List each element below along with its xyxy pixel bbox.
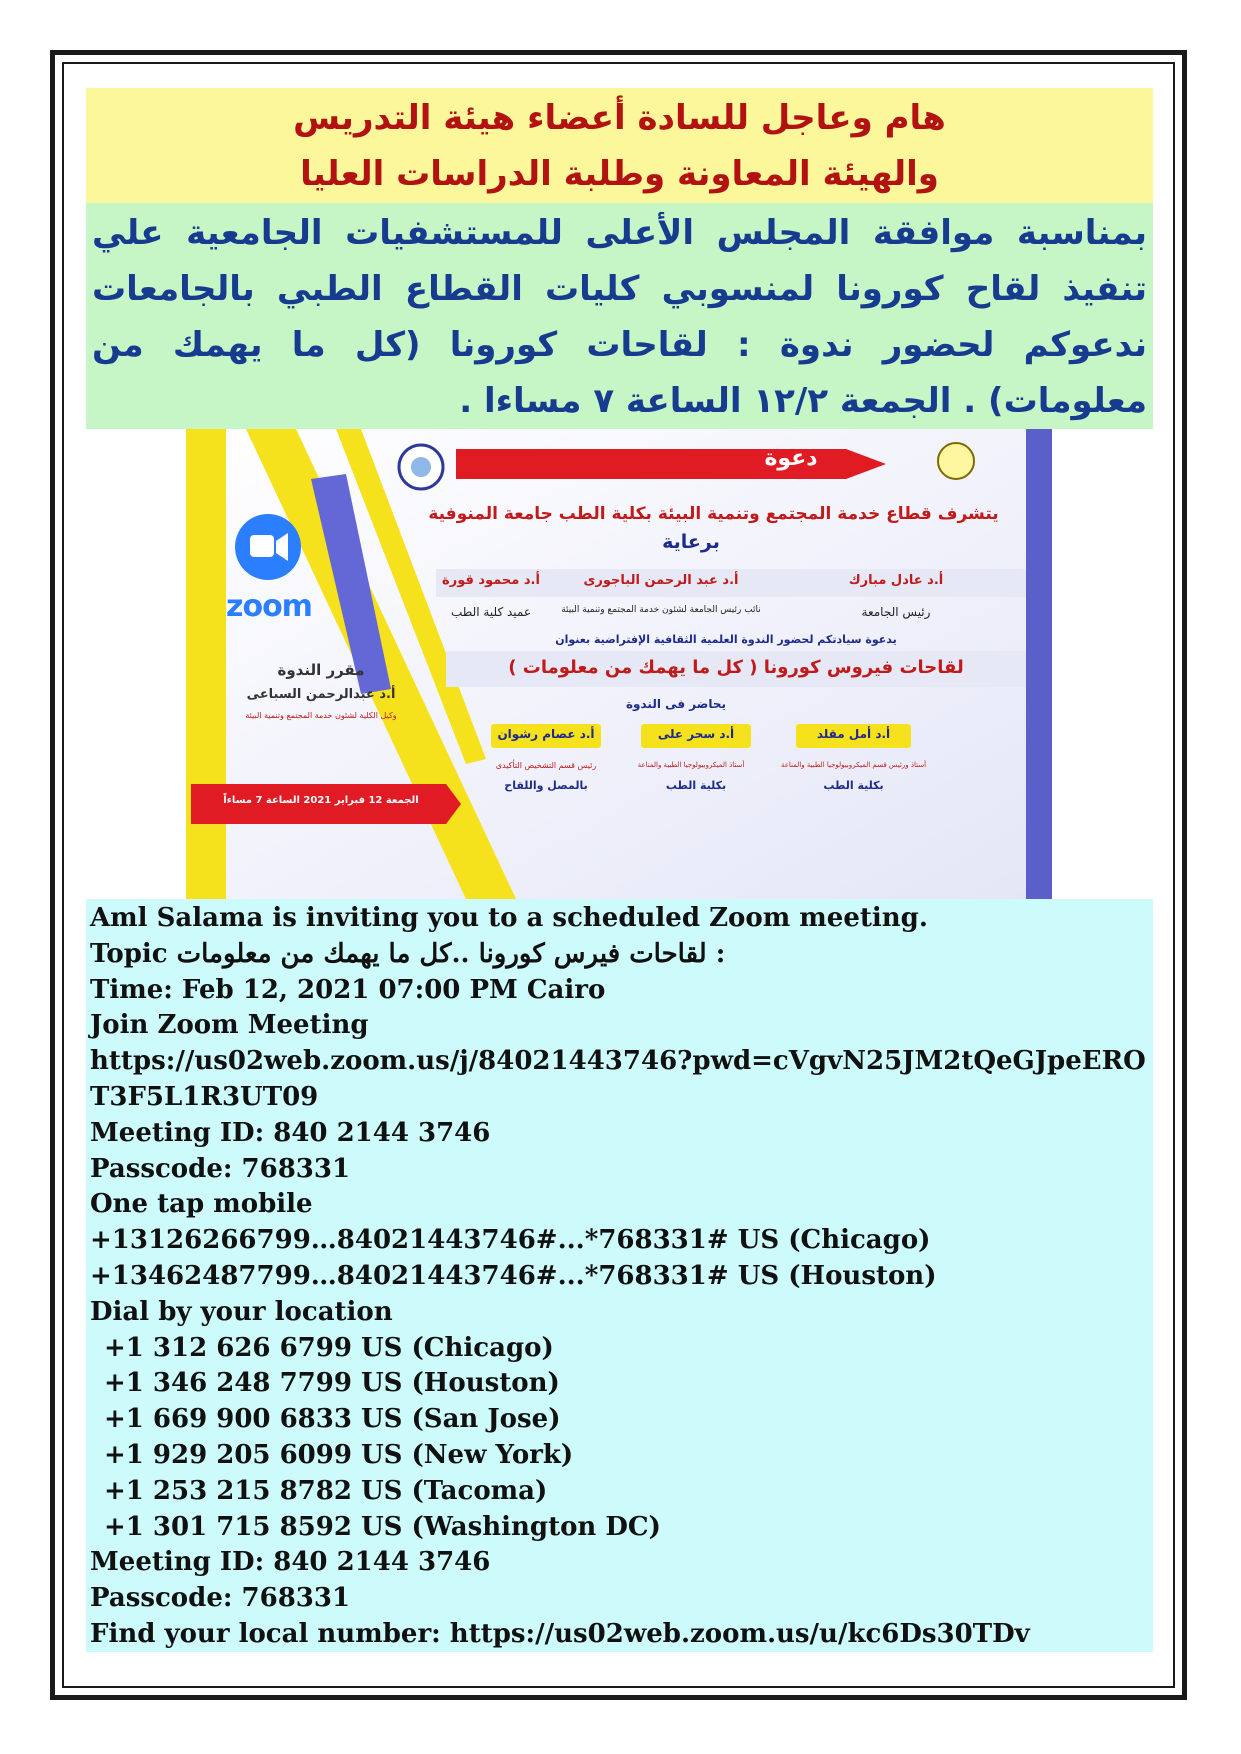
rapporteur-title: وكيل الكلية لشئون خدمة المجتمع وتنمية البيئة	[245, 711, 397, 720]
dial-tacoma: +1 253 215 8782 US (Tacoma)	[104, 1475, 548, 1506]
one-tap-houston[interactable]: +13462487799…84021443746#...*768331# US (Houston)	[90, 1260, 937, 1291]
meeting-id-repeat: Meeting ID: 840 2144 3746	[90, 1547, 491, 1578]
patron-1-title: رئيس الجامعة	[861, 605, 931, 619]
join-label: Join Zoom Meeting	[90, 1010, 369, 1041]
dial-new-york: +1 929 205 6099 US (New York)	[104, 1439, 574, 1470]
speakers-label: يحاضر فى الندوة	[625, 697, 727, 711]
meeting-id: Meeting ID: 840 2144 3746	[90, 1117, 491, 1148]
patron-3-name: أ.د محمود قورة	[442, 573, 540, 588]
announcement-text: بمناسبة موافقة المجلس الأعلى للمستشفيات الجامعية علي تنفيذ لقاح كورونا لمنسوبي كليات القطاع الطبي بالجامعات ندعوكم لحضور ندوة : لقاحات كورونا (كل ما يهمك من معلومات) . الجمعة ١٢/٢ الساعة ٧ مساءا .	[92, 213, 1147, 421]
time-line: Time: Feb 12, 2021 07:00 PM Cairo	[90, 974, 606, 1005]
dial-label: Dial by your location	[90, 1296, 393, 1327]
one-tap-label: One tap mobile	[90, 1189, 313, 1220]
dial-chicago: +1 312 626 6799 US (Chicago)	[104, 1332, 554, 1363]
zoom-camera-icon	[235, 514, 301, 580]
invitation-note: يدعوة سيادتكم لحضور الندوة العلمية الثقافية الإفتراضية بعنوان	[555, 633, 897, 646]
invitation-poster	[186, 429, 1052, 899]
patron-1-name: أ.د عادل مبارك	[848, 573, 944, 588]
invite-line: Aml Salama is inviting you to a scheduled Zoom meeting.	[90, 903, 928, 933]
speaker-1-title: أستاذ ورئيس قسم الميكروبيولوجيا الطبية والمناعة	[780, 761, 927, 769]
speaker-1-name: أ.د أمل مقلد	[816, 727, 891, 741]
dial-san-jose: +1 669 900 6833 US (San Jose)	[104, 1404, 561, 1435]
passcode-repeat: Passcode: 768331	[90, 1583, 351, 1614]
patron-2-name: أ.د عبد الرحمن الباجورى	[583, 573, 739, 588]
dial-washington: +1 301 715 8592 US (Washington DC)	[104, 1511, 661, 1542]
speaker-2-name: أ.د سحر على	[657, 727, 735, 741]
join-url-link[interactable]: https://us02web.zoom.us/j/84021443746?pwd=cVgvN25JM2tQeGJpeEROT3F5L1R3UT09	[90, 1046, 1146, 1112]
rapporteur-label: مقرر الندوة	[277, 661, 365, 679]
speaker-3-place: بالمصل واللقاح	[504, 779, 588, 792]
topic-line: Topic لقاحات فيرس كورونا ..كل ما يهمك من معلومات :	[90, 938, 726, 969]
speaker-3-name: أ.د عصام رشوان	[497, 727, 595, 741]
announcement-paragraph	[86, 203, 1153, 429]
patronage-label: برعاية	[662, 531, 720, 553]
sponsor-line: يتشرف قطاع خدمة المجتمع وتنمية البيئة بكلية الطب جامعة المنوفية	[428, 504, 999, 524]
invite-label: دعوة	[764, 445, 818, 471]
heading-line-2: والهيئة المعاونة وطلبة الدراسات العليا	[300, 153, 939, 194]
patron-2-title: نائب رئيس الجامعة لشئون خدمة المجتمع وتنمية البيئة	[561, 605, 761, 615]
speaker-3-title: رئيس قسم التشخيص التأكيدى	[495, 761, 597, 770]
zoom-logo-text: zoom	[226, 589, 312, 624]
speaker-2-title: أستاذ الميكروبيولوجيا الطبية والمناعة	[637, 761, 745, 769]
speaker-1-place: بكلية الطب	[823, 779, 884, 792]
date-ribbon-text: الجمعة 12 فبراير 2021 الساعة 7 مساءاً	[223, 795, 419, 806]
rapporteur-name: أ.د عبدالرحمن السباعى	[246, 687, 396, 702]
seminar-title: لقاحات فيروس كورونا ( كل ما يهمك من معلومات )	[508, 657, 964, 678]
heading-line-1: هام وعاجل للسادة أعضاء هيئة التدريس	[293, 97, 946, 138]
one-tap-chicago[interactable]: +13126266799…84021443746#...*768331# US (Chicago)	[90, 1225, 931, 1256]
passcode: Passcode: 768331	[90, 1153, 351, 1184]
urgent-heading	[86, 88, 1153, 203]
speaker-2-place: بكلية الطب	[665, 779, 727, 792]
local-number-link[interactable]: Find your local number: https://us02web.zoom.us/u/kc6Ds30TDv	[90, 1618, 1030, 1649]
dial-houston: +1 346 248 7799 US (Houston)	[104, 1368, 560, 1399]
patron-3-title: عميد كلية الطب	[450, 605, 531, 619]
zoom-meeting-details	[86, 899, 1153, 1652]
